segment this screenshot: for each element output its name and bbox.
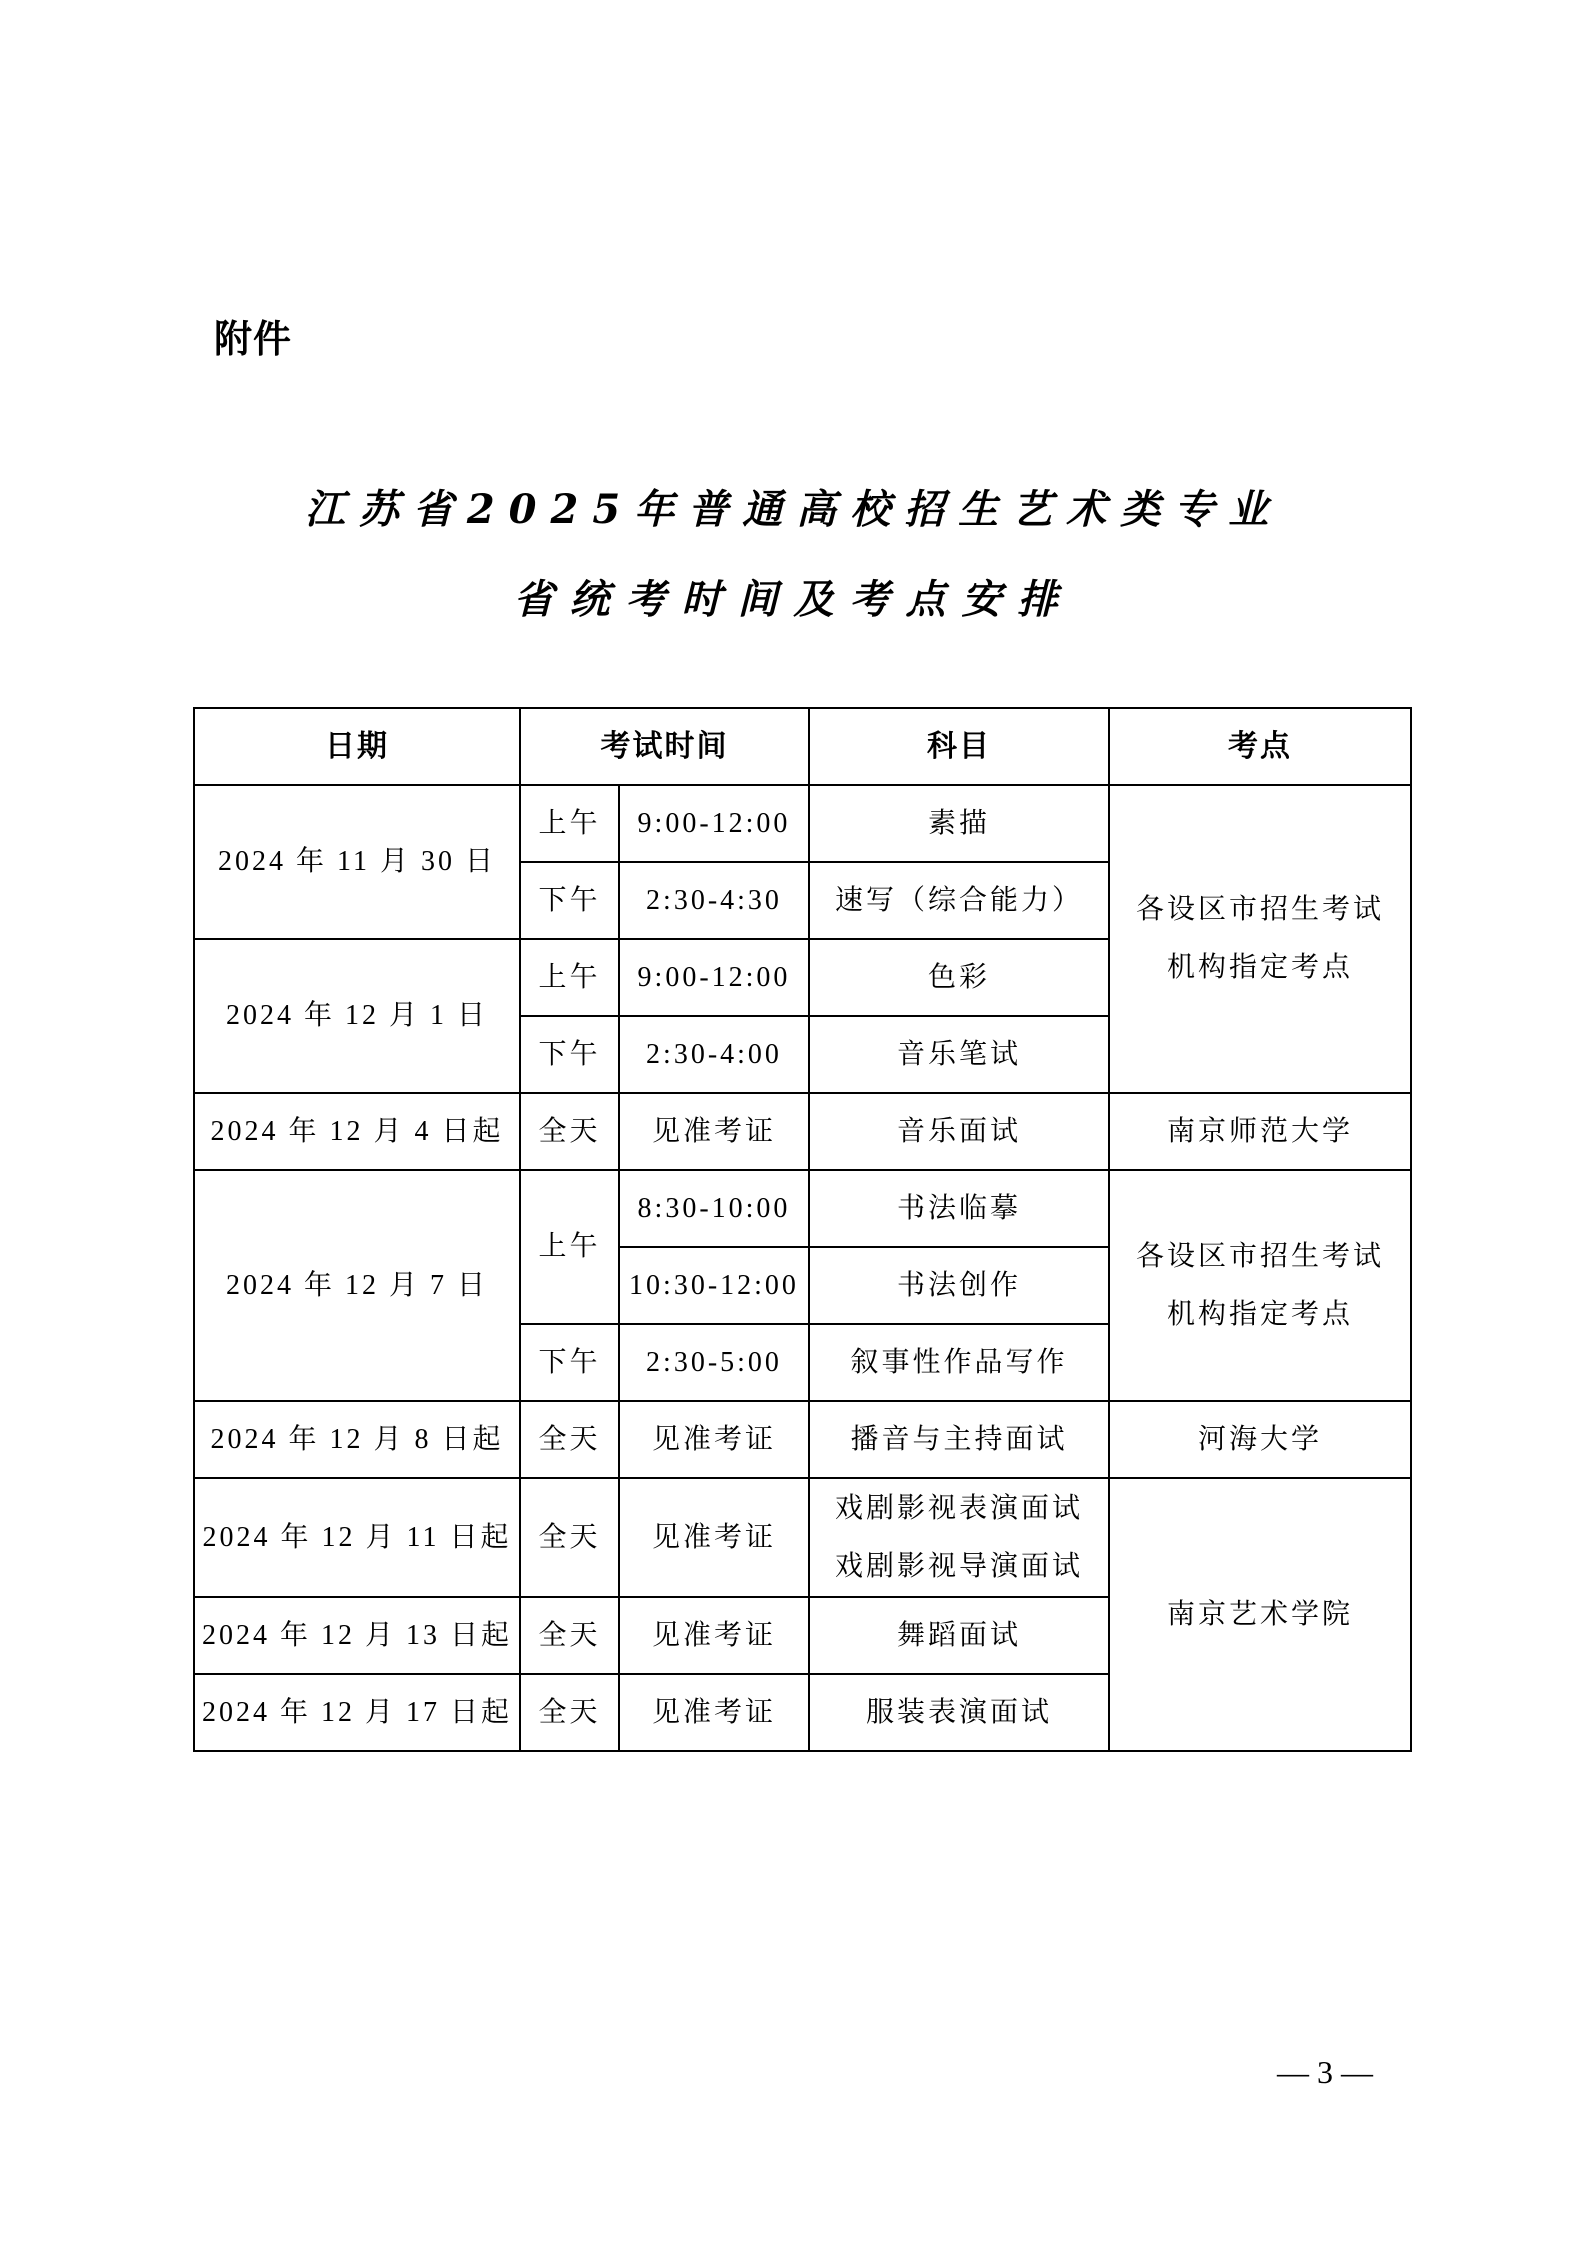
venue-cell: 南京师范大学 xyxy=(1109,1093,1411,1170)
table-row xyxy=(194,1093,1411,1170)
subject-cell: 素描 xyxy=(809,785,1109,862)
table-row xyxy=(194,1478,1411,1597)
period-cell: 下午 xyxy=(520,1324,619,1401)
table-row xyxy=(194,1401,1411,1478)
period-cell: 下午 xyxy=(520,862,619,939)
period-cell: 全天 xyxy=(520,1093,619,1170)
venue-cell: 河海大学 xyxy=(1109,1401,1411,1478)
subject-line: 戏剧影视导演面试 xyxy=(834,1550,1083,1582)
time-cell: 见准考证 xyxy=(619,1401,809,1478)
date-cell: 2024 年 12 月 11 日起 xyxy=(194,1478,520,1597)
time-cell: 9:00-12:00 xyxy=(619,785,809,862)
venue-line: 各设区市招生考试 xyxy=(1135,894,1384,925)
date-cell: 2024 年 12 月 1 日 xyxy=(194,939,520,1093)
subject-cell: 书法临摹 xyxy=(809,1170,1109,1247)
date-cell: 2024 年 12 月 7 日 xyxy=(194,1170,520,1401)
period-cell: 下午 xyxy=(520,1016,619,1093)
period-cell: 全天 xyxy=(520,1478,619,1597)
date-cell: 2024 年 11 月 30 日 xyxy=(194,785,520,939)
subject-cell: 叙事性作品写作 xyxy=(809,1324,1109,1401)
header-subject: 科目 xyxy=(809,708,1109,785)
table-row xyxy=(194,785,1411,862)
venue-line: 机构指定考点 xyxy=(1166,1298,1353,1330)
period-cell: 全天 xyxy=(520,1674,619,1751)
document-title-line-2: 省统考时间及考点安排 xyxy=(513,576,1074,623)
period-cell: 上午 xyxy=(520,1170,619,1324)
subject-cell: 播音与主持面试 xyxy=(809,1401,1109,1478)
period-cell: 上午 xyxy=(520,785,619,862)
time-cell: 2:30-4:00 xyxy=(619,1016,809,1093)
time-cell: 见准考证 xyxy=(619,1674,809,1751)
time-cell: 见准考证 xyxy=(619,1093,809,1170)
table-row xyxy=(194,1170,1411,1247)
time-cell: 10:30-12:00 xyxy=(619,1247,809,1324)
exam-schedule-table xyxy=(193,707,1412,1752)
subject-cell: 书法创作 xyxy=(809,1247,1109,1324)
subject-cell: 色彩 xyxy=(809,939,1109,1016)
header-exam-time: 考试时间 xyxy=(520,708,809,785)
subject-cell: 音乐面试 xyxy=(809,1093,1109,1170)
date-cell: 2024 年 12 月 8 日起 xyxy=(194,1401,520,1478)
venue-cell: 南京艺术学院 xyxy=(1109,1478,1411,1751)
period-cell: 上午 xyxy=(520,939,619,1016)
subject-line: 戏剧影视表演面试 xyxy=(834,1492,1083,1524)
header-date: 日期 xyxy=(194,708,520,785)
document-title-line-1: 江苏省2025年普通高校招生艺术类专业 xyxy=(304,486,1283,533)
venue-line: 机构指定考点 xyxy=(1166,952,1353,983)
page-number: — 3 — xyxy=(1277,2054,1373,2090)
period-cell: 全天 xyxy=(520,1401,619,1478)
header-venue: 考点 xyxy=(1109,708,1411,785)
subject-cell xyxy=(809,1478,1109,1597)
date-cell: 2024 年 12 月 13 日起 xyxy=(194,1597,520,1674)
subject-cell: 速写（综合能力） xyxy=(809,862,1109,939)
date-cell: 2024 年 12 月 17 日起 xyxy=(194,1674,520,1751)
time-cell: 8:30-10:00 xyxy=(619,1170,809,1247)
venue-line: 各设区市招生考试 xyxy=(1135,1240,1384,1272)
time-cell: 2:30-5:00 xyxy=(619,1324,809,1401)
time-cell: 2:30-4:30 xyxy=(619,862,809,939)
time-cell: 见准考证 xyxy=(619,1597,809,1674)
period-cell: 全天 xyxy=(520,1597,619,1674)
subject-cell: 音乐笔试 xyxy=(809,1016,1109,1093)
time-cell: 9:00-12:00 xyxy=(619,939,809,1016)
venue-cell xyxy=(1109,1170,1411,1401)
date-cell: 2024 年 12 月 4 日起 xyxy=(194,1093,520,1170)
subject-cell: 舞蹈面试 xyxy=(809,1597,1109,1674)
attachment-label: 附件 xyxy=(214,317,293,361)
subject-cell: 服装表演面试 xyxy=(809,1674,1109,1751)
table-header-row xyxy=(194,708,1411,785)
time-cell: 见准考证 xyxy=(619,1478,809,1597)
venue-cell xyxy=(1109,785,1411,1093)
